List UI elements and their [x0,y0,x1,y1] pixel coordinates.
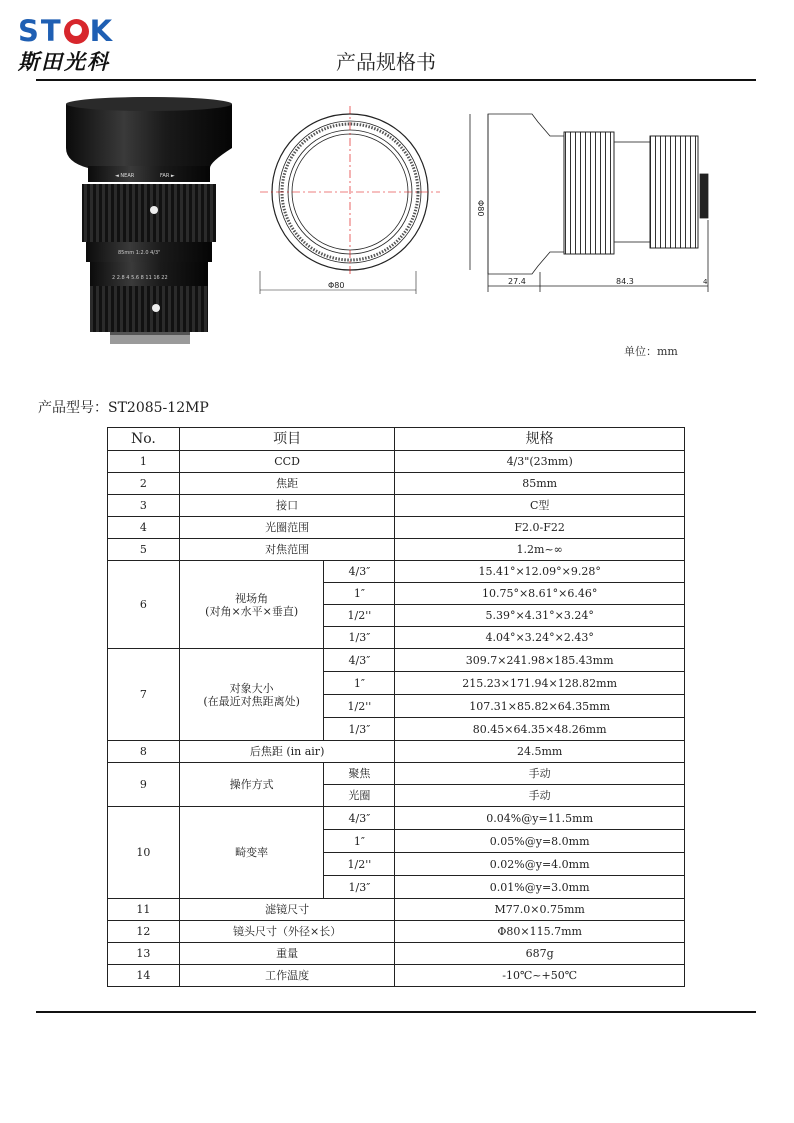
table-row [108,741,685,763]
row-no: 1 [108,451,180,473]
row-no: 3 [108,495,180,517]
unit-note: 单位：mm [624,345,678,358]
row-item: 滤镜尺寸 [179,899,394,921]
row-item: 后焦距 (in air) [179,741,394,763]
row-spec: 0.05%@y=8.0mm [395,830,685,853]
front-width-dimension: Φ80 [328,281,345,290]
row-spec: Φ80×115.7mm [395,921,685,943]
document-title: 产品规格书 [336,50,436,74]
header-no: No. [108,428,180,451]
side-height-dimension: Φ80 [476,200,485,217]
row-item: 接口 [179,495,394,517]
table-header-row [108,428,685,451]
row-sub: 1/3″ [324,627,395,649]
logo-wordmark [18,16,114,46]
row-spec: 215.23×171.94×128.82mm [395,672,685,695]
row-item [179,649,324,741]
row-spec: 1.2m~∞ [395,539,685,561]
row-item [179,561,324,649]
brand-logo [18,16,148,72]
lens-front-view-drawing [260,106,440,294]
row-spec: 5.39°×4.31°×3.24° [395,605,685,627]
lens-focal-marking: 85mm 1:2.0 4/3" [118,250,161,256]
row-spec: 4/3"(23mm) [395,451,685,473]
dimension-84-3: 84.3 [616,277,634,286]
row-no: 13 [108,943,180,965]
row-spec: F2.0-F22 [395,517,685,539]
header-item: 项目 [179,428,394,451]
dimension-27-4: 27.4 [508,277,526,286]
row-item-note: (对角×水平×垂直) [205,604,299,618]
row-spec: 80.45×64.35×48.26mm [395,718,685,741]
row-sub: 1″ [324,830,395,853]
logo-text-right: K [89,14,115,48]
row-sub: 4/3″ [324,807,395,830]
lens-side-view-drawing [470,114,708,292]
row-spec: -10℃~+50℃ [395,965,685,987]
table-row [108,763,685,785]
row-item-title: 视场角 [235,591,269,605]
logo-swirl-icon [64,19,89,44]
row-no: 9 [108,763,180,807]
product-model: 产品型号：ST2085-12MP [38,400,209,416]
row-no: 2 [108,473,180,495]
row-item: 畸变率 [179,807,324,899]
row-sub: 聚焦 [324,763,395,785]
row-item: 重量 [179,943,394,965]
row-spec: 687g [395,943,685,965]
row-sub: 4/3″ [324,649,395,672]
row-spec: 85mm [395,473,685,495]
row-no: 14 [108,965,180,987]
header-spec: 规格 [395,428,685,451]
row-sub: 1/3″ [324,718,395,741]
header-rule [36,79,756,81]
table-row [108,561,685,583]
row-item: CCD [179,451,394,473]
dimension-4: 4 [703,278,708,286]
row-spec: 24.5mm [395,741,685,763]
row-no: 10 [108,807,180,899]
row-sub: 1″ [324,583,395,605]
row-item: 工作温度 [179,965,394,987]
table-row [108,539,685,561]
row-no: 11 [108,899,180,921]
row-sub: 4/3″ [324,561,395,583]
row-item: 操作方式 [179,763,324,807]
row-spec: 107.31×85.82×64.35mm [395,695,685,718]
table-row [108,807,685,830]
table-row [108,921,685,943]
row-spec: 10.75°×8.61°×6.46° [395,583,685,605]
lens-figures-svg [60,96,708,356]
row-no: 8 [108,741,180,763]
lens-far-label: FAR ► [160,173,175,179]
table-row [108,495,685,517]
logo-chinese-name: 斯田光科 [18,50,110,74]
lens-near-label: ◄ NEAR [115,173,135,179]
row-item-title: 对象大小 [229,681,274,695]
row-sub: 1/2'' [324,695,395,718]
row-item: 镜头尺寸（外径×长） [179,921,394,943]
table-row [108,451,685,473]
row-spec: M77.0×0.75mm [395,899,685,921]
row-no: 12 [108,921,180,943]
row-spec: 4.04°×3.24°×2.43° [395,627,685,649]
table-row [108,943,685,965]
row-item: 光圈范围 [179,517,394,539]
row-sub: 光圈 [324,785,395,807]
table-row [108,649,685,672]
row-spec: 手动 [395,763,685,785]
product-figures [60,96,708,360]
row-no: 4 [108,517,180,539]
row-sub: 1″ [324,672,395,695]
table-row [108,899,685,921]
row-spec: 0.01%@y=3.0mm [395,876,685,899]
row-no: 5 [108,539,180,561]
row-sub: 1/2'' [324,605,395,627]
lens-aperture-scale: 2 2.8 4 5.6 8 11 16 22 [112,275,168,281]
row-no: 7 [108,649,180,741]
row-spec: 0.04%@y=11.5mm [395,807,685,830]
row-sub: 1/2'' [324,853,395,876]
table-row [108,965,685,987]
row-item-note: (在最近对焦距离处) [203,694,300,708]
row-no: 6 [108,561,180,649]
row-item: 焦距 [179,473,394,495]
table-row [108,517,685,539]
row-spec: 0.02%@y=4.0mm [395,853,685,876]
row-spec: 15.41°×12.09°×9.28° [395,561,685,583]
footer-rule [36,1011,756,1013]
lens-photo [66,97,232,344]
row-spec: 手动 [395,785,685,807]
spec-table [107,427,685,987]
row-spec: C型 [395,495,685,517]
row-item: 对焦范围 [179,539,394,561]
logo-text-left: ST [18,14,63,48]
row-sub: 1/3″ [324,876,395,899]
row-spec: 309.7×241.98×185.43mm [395,649,685,672]
table-row [108,473,685,495]
